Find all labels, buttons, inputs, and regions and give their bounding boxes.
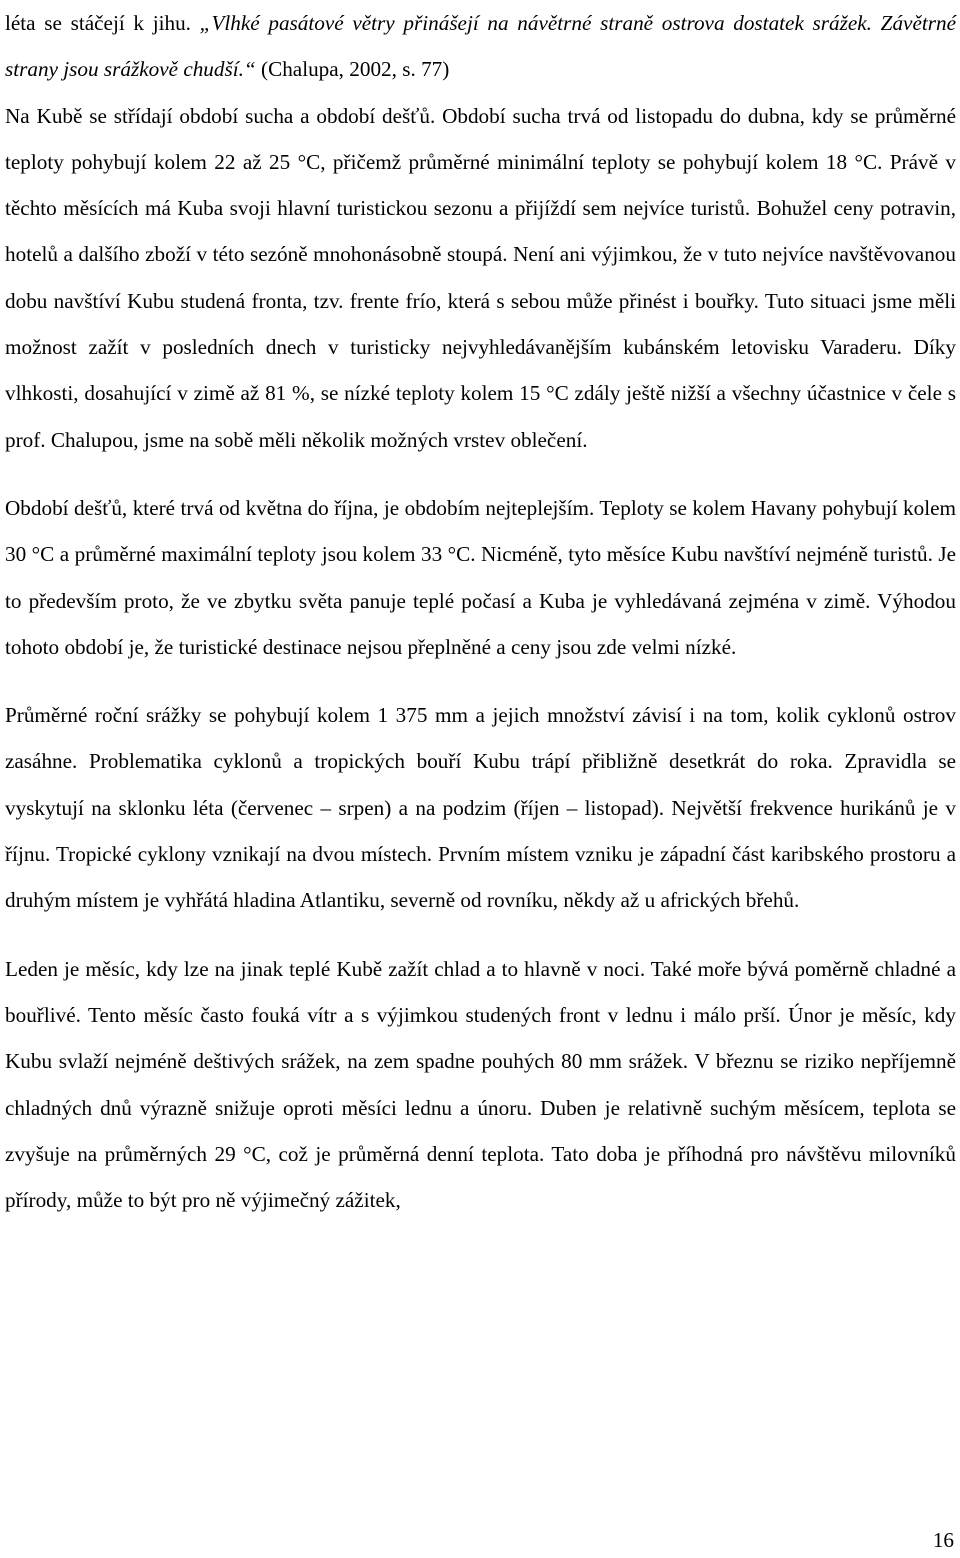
paragraph-spacer (5, 670, 956, 692)
paragraph-spacer (5, 924, 956, 946)
intro-text: léta se stáčejí k jihu. (5, 11, 200, 35)
paragraph-months: Leden je měsíc, kdy lze na jinak teplé Kubě zažít chlad a to hlavně v noci. Také moře bývá poměrně chladné a bouřlivé. Tento měsíc často fouká vítr a s výjimkou studených front v lednu i málo prší. Únor je měsíc, kdy Kubu svlaží nejméně deštivých srážek, na zem spadne pouhých 80 mm srážek. V březnu se riziko nepříjemně chladných dnů výrazně snižuje oproti měsíci lednu a únoru. Duben je relativně suchým měsícem, teplota se zvyšuje na průměrných 29 °C, což je průměrná denní teplota. Tato doba je příhodná pro návštěvu milovníků přírody, může to být pro ně výjimečný zážitek, (5, 956, 956, 1213)
paragraph-spacer (5, 463, 956, 485)
page-number: 16 (932, 1528, 954, 1552)
paragraph-rainy-season: Období dešťů, které trvá od května do října, je obdobím nejteplejším. Teploty se kolem Havany pohybují kolem 30 °C a průměrné maximální teploty jsou kolem 33 °C. Nicméně, tyto měsíce Kubu navštíví nejméně turistů. Je to především proto, že ve zbytku světa panuje teplé počasí a Kuba je vyhledávaná zejména v zimě. Výhodou tohoto období je, že turistické destinace nejsou přeplněné a ceny jsou zde velmi nízké. (5, 495, 956, 659)
document-body (5, 0, 956, 1223)
paragraph-precipitation: Průměrné roční srážky se pohybují kolem 1 375 mm a jejich množství závisí i na tom, kolik cyklonů ostrov zasáhne. Problematika cyklonů a tropických bouří Kubu trápí přibližně desetkrát do roka. Zpravidla se vyskytují na sklonku léta (červenec – srpen) a na podzim (říjen – listopad). Největší frekvence hurikánů je v říjnu. Tropické cyklony vznikají na dvou místech. Prvním místem vzniku je západní část karibského prostoru a druhým místem je vyhřátá hladina Atlantiku, severně od rovníku, někdy až u afrických břehů. (5, 703, 956, 913)
paragraph-dry-season: Na Kubě se střídají období sucha a období dešťů. Období sucha trvá od listopadu do dubna, kdy se průměrné teploty pohybují kolem 22 až 25 °C, přičemž průměrné minimální teploty se pohybují kolem 18 °C. Právě v těchto měsících má Kuba svoji hlavní turistickou sezonu a přijíždí sem nejvíce turistů. Bohužel ceny potravin, hotelů a dalšího zboží v této sezóně mnohonásobně stoupá. Není ani výjimkou, že v tuto nejvíce navštěvovanou dobu navštíví Kubu studená fronta, tzv. frente frío, která s sebou může přinést i bouřky. Tuto situaci jsme měli možnost zažít v posledních dnech v turisticky nejvyhledávanějším kubánském letovisku Varaderu. Díky vlhkosti, dosahující v zimě až 81 %, se nízké teploty kolem 15 °C zdály ještě nižší a všechny účastnice v čele s prof. Chalupou, jsme na sobě měli několik možných vrstev oblečení. (5, 103, 956, 452)
quoted-text: „Vlhké pasátové větry přinášejí na návětrné straně ostrova dostatek srážek. Závětrné strany jsou srážkově chudší.“ (5, 11, 956, 82)
paragraph-climate-intro (5, 0, 956, 93)
citation: (Chalupa, 2002, s. 77) (255, 57, 450, 82)
